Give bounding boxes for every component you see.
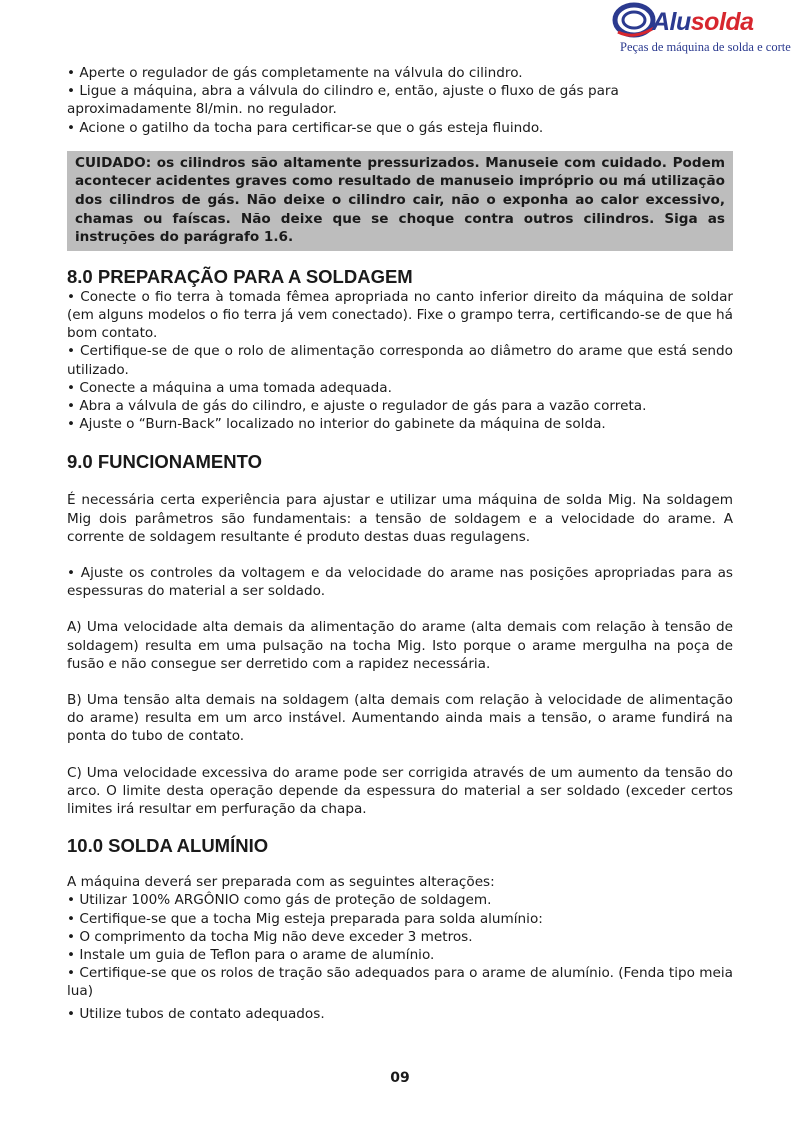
list-item: • Ajuste o “Burn-Back” localizado no interior do gabinete da máquina de solda. [67, 416, 606, 433]
list-item: • Instale um guia de Teflon para o arame de alumínio. [67, 947, 435, 964]
list-item: • Abra a válvula de gás do cilindro, e ajuste o regulador de gás para a vazão correta. [67, 398, 647, 414]
paragraph: B) Uma tensão alta demais na soldagem (alta demais com relação à velocidade de alimentação do arame) resulta em um arco instável. Aumentando ainda mais a tensão, o arame fundirá na ponta do tubo de contato. [67, 692, 733, 745]
list-item: • Conecte a máquina a uma tomada adequada. [67, 379, 392, 396]
list-item: • Certifique-se de que o rolo de alimentação corresponda ao diâmetro do arame que está sendo utilizado. [67, 343, 733, 378]
paragraph: A) Uma velocidade alta demais da alimentação do arame (alta demais com relação à tensão de soldagem) resulta em uma pulsação na tocha Mig. Isto porque o arame mergulha na poça de fusão e não consegue ser derretido com a rapidez necessária. [67, 619, 733, 672]
section-10-title: 10.0 SOLDA ALUMÍNIO [67, 835, 269, 857]
paragraph: C) Uma velocidade excessiva do arame pode ser corrigida através de um aumento da tensão do arco. O limite desta operação depende da espessura do material a ser soldado (exceder certos limites irá resultar em perfuração da chapa. [67, 764, 733, 818]
list-item: • Utilize tubos de contato adequados. [67, 1005, 325, 1022]
brand-name-prefix: Alu [652, 8, 691, 36]
caution-text: CUIDADO: os cilindros são altamente pressurizados. Manuseie com cuidado. Podem acontecer acidentes graves como resultado de manuseio impróprio ou má utilização dos cilindros de gás. Não deixe o cilindro cair, não o exponha ao calor excessivo, chamas ou faíscas. Não deixe que se choque contra outros cilindros. Siga as instruções do parágrafo 1.6. [75, 154, 725, 246]
brand-name [652, 8, 754, 37]
section-9-title: 9.0 FUNCIONAMENTO [67, 451, 262, 473]
list-item: • Ligue a máquina, abra a válvula do cilindro e, então, ajuste o fluxo de gás para aproximadamente 8l/min. no regulador. [67, 83, 619, 118]
page-number: 09 [390, 1070, 410, 1086]
list-item: • Conecte o fio terra à tomada fêmea apropriada no canto inferior direito da máquina de soldar (em alguns modelos o fio terra já vem conectado). Fixe o grampo terra, certificando-se de que há bom contato. [67, 288, 733, 342]
paragraph: • Ajuste os controles da voltagem e da velocidade do arame nas posições apropriadas para as espessuras do material a ser soldado. [67, 565, 733, 600]
brand-tagline: Peças de máquina de solda e corte [620, 40, 791, 54]
paragraph: É necessária certa experiência para ajustar e utilizar uma máquina de solda Mig. Na soldagem Mig dois parâmetros são fundamentais: a tensão de soldagem e a velocidade do arame. A corrente de soldagem resultante é produto destas duas regulagens. [67, 492, 733, 545]
list-item: • Utilizar 100% ARGÔNIO como gás de proteção de soldagem. [67, 892, 492, 909]
caution-box [67, 151, 733, 251]
section-10-bullets [67, 891, 733, 1022]
gas-setup-bullets [67, 64, 733, 137]
section-8-bullets [67, 288, 733, 434]
list-item: • Certifique-se que a tocha Mig esteja preparada para solda alumínio: [67, 910, 543, 927]
list-item: • Aperte o regulador de gás completamente na válvula do cilindro. [67, 65, 523, 81]
brand-logo [612, 2, 791, 60]
list-item: • Acione o gatilho da tocha para certificar-se que o gás esteja fluindo. [67, 119, 544, 136]
list-item: • Certifique-se que os rolos de tração são adequados para o arame de alumínio. (Fenda tipo meia lua) [67, 965, 733, 1000]
page-content [67, 64, 733, 1023]
section-8-title: 8.0 PREPARAÇÃO PARA A SOLDAGEM [67, 265, 413, 287]
brand-name-suffix: solda [690, 8, 754, 36]
list-item: • O comprimento da tocha Mig não deve exceder 3 metros. [67, 928, 473, 945]
paragraph: A máquina deverá ser preparada com as seguintes alterações: [67, 874, 495, 891]
